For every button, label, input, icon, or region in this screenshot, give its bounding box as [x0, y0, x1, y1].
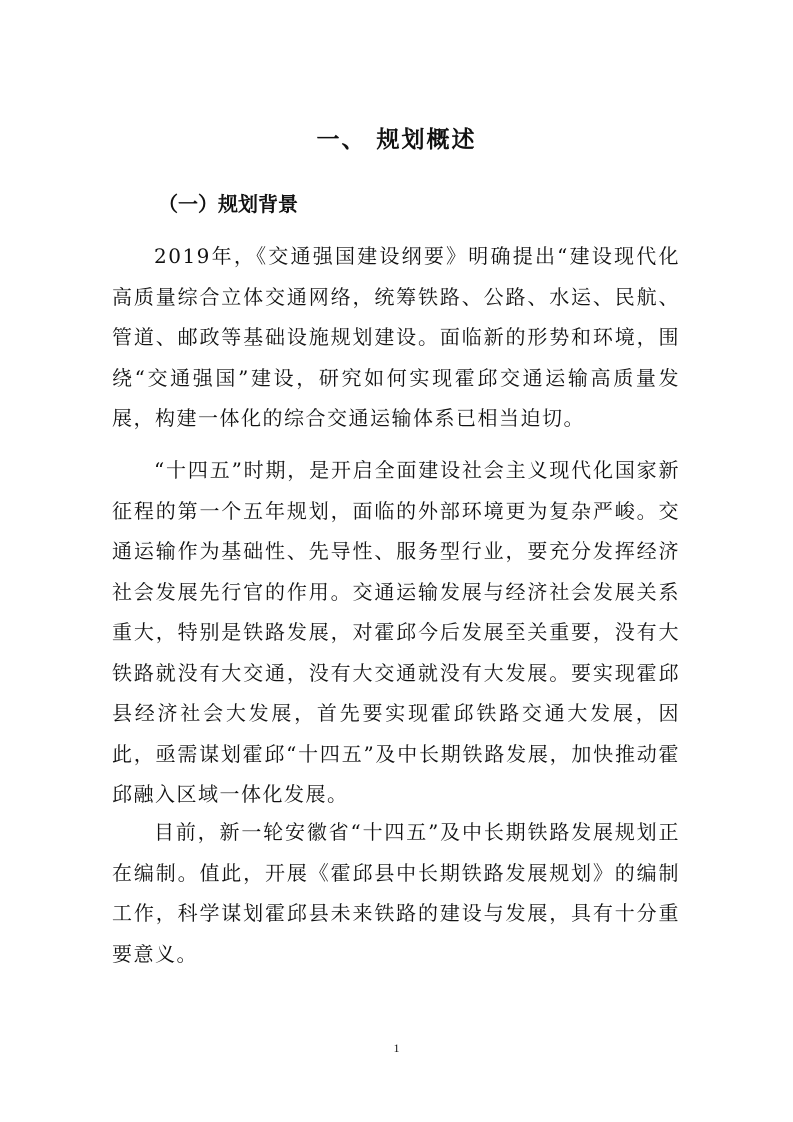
body-paragraph-fourteenth-five-year: “十四五”时期，是开启全面建设社会主义现代化国家新征程的第一个五年规划，面临的外部环境更为复杂严峻。交通运输作为基础性、先导性、服务型行业，要充分发挥经济社会发展先行官的作用。交通运输发展与经济社会发展关系重大，特别是铁路发展，对霍邱今后发展至关重要，没有大铁路就没有大交通，没有大交通就没有大发展。要实现霍邱县经济社会大发展，首先要实现霍邱铁路交通大发展，因此，亟需谋划霍邱“十四五”及中长期铁路发展，加快推动霍邱融入区域一体化发展。 — [112, 458, 680, 806]
body-paragraph-background: 2019年，《交通强国建设纲要》明确提出“建设现代化高质量综合立体交通网络，统筹铁路、公路、水运、民航、管道、邮政等基础设施规划建设。面临新的形势和环境，围绕“交通强国”建设，研究如何实现霍邱交通运输高质量发展，构建一体化的综合交通运输体系已相当迫切。 — [112, 244, 680, 430]
body-paragraph-current-status: 目前，新一轮安徽省“十四五”及中长期铁路发展规划正在编制。值此，开展《霍邱县中长期铁路发展规划》的编制工作，科学谋划霍邱县未来铁路的建设与发展，具有十分重要意义。 — [112, 820, 680, 966]
page-number: 1 — [393, 1041, 400, 1055]
chapter-title: 一、 规划概述 — [316, 127, 477, 153]
section-title: （一）规划背景 — [158, 192, 298, 216]
